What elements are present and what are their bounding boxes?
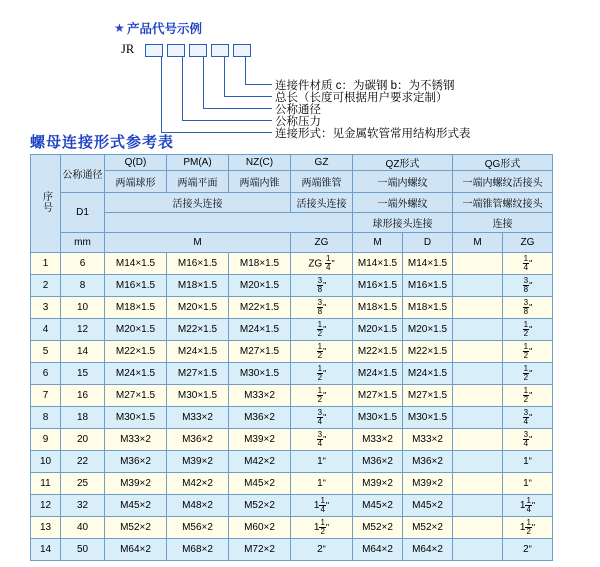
table-header-row-join bbox=[31, 193, 553, 213]
cell-qz-m: M27×1.5 bbox=[353, 385, 403, 407]
table-title: 螺母连接形式参考表 bbox=[30, 134, 175, 151]
cell-index: 5 bbox=[31, 341, 61, 363]
cell-q: M27×1.5 bbox=[105, 385, 167, 407]
header-index: 序号 bbox=[31, 155, 61, 253]
header-sym-qg-zg: ZG bbox=[503, 233, 553, 253]
cell-qg-zg: $\frac{3}{4}$ " bbox=[503, 429, 553, 451]
cell-index: 7 bbox=[31, 385, 61, 407]
cell-dn: 50 bbox=[61, 539, 105, 561]
cell-qz-m: M52×2 bbox=[353, 517, 403, 539]
cell-index: 8 bbox=[31, 407, 61, 429]
cell-pm: M22×1.5 bbox=[167, 319, 229, 341]
cell-gz: $\frac{1}{2}$ " bbox=[291, 363, 353, 385]
cell-qz-d: M30×1.5 bbox=[403, 407, 453, 429]
header-join-activejoint: 活接头连接 bbox=[105, 193, 291, 213]
cell-dn: 22 bbox=[61, 451, 105, 473]
cell-gz: $\frac{3}{4}$ " bbox=[291, 407, 353, 429]
header-sym-m: M bbox=[105, 233, 291, 253]
cell-q: M18×1.5 bbox=[105, 297, 167, 319]
cell-qz-d: M36×2 bbox=[403, 451, 453, 473]
cell-index: 1 bbox=[31, 253, 61, 275]
cell-index: 3 bbox=[31, 297, 61, 319]
cell-qg-m bbox=[453, 385, 503, 407]
cell-qg-zg: 1 $\frac{1}{4}$ " bbox=[503, 495, 553, 517]
cell-q: M14×1.5 bbox=[105, 253, 167, 275]
header-sym-qz-m: M bbox=[353, 233, 403, 253]
cell-qg-m bbox=[453, 429, 503, 451]
table-header-row-join2 bbox=[31, 213, 553, 233]
leader-line-3 bbox=[203, 56, 204, 108]
cell-index: 13 bbox=[31, 517, 61, 539]
cell-gz: 1" bbox=[291, 473, 353, 495]
header-group-type-pm: 两端平面 bbox=[167, 171, 229, 193]
cell-qz-m: M14×1.5 bbox=[353, 253, 403, 275]
cell-gz: 2" bbox=[291, 539, 353, 561]
leader-line-2 bbox=[224, 56, 225, 96]
cell-nz: M60×2 bbox=[229, 517, 291, 539]
cell-qg-m bbox=[453, 495, 503, 517]
cell-gz: $\frac{1}{2}$ " bbox=[291, 341, 353, 363]
cell-qz-d: M20×1.5 bbox=[403, 319, 453, 341]
header-group-code-qg: QG形式 bbox=[453, 155, 553, 171]
cell-pm: M27×1.5 bbox=[167, 363, 229, 385]
cell-qz-d: M33×2 bbox=[403, 429, 453, 451]
table-header-row-units bbox=[31, 233, 553, 253]
cell-qz-d: M39×2 bbox=[403, 473, 453, 495]
table-header-row-codes bbox=[31, 155, 553, 171]
header-group-code-gz: GZ bbox=[291, 155, 353, 171]
cell-index: 10 bbox=[31, 451, 61, 473]
cell-qz-m: M22×1.5 bbox=[353, 341, 403, 363]
cell-qz-d: M64×2 bbox=[403, 539, 453, 561]
cell-qg-zg: 1 $\frac{1}{2}$ " bbox=[503, 517, 553, 539]
diagram-label-conn-type: 连接形式：见金属软管常用结构形式表 bbox=[275, 128, 471, 140]
header-group-code-pm: PM(A) bbox=[167, 155, 229, 171]
header-group-type-qz: 一端内螺纹 bbox=[353, 171, 453, 193]
cell-dn: 20 bbox=[61, 429, 105, 451]
cell-qz-d: M52×2 bbox=[403, 517, 453, 539]
cell-pm: M39×2 bbox=[167, 451, 229, 473]
leader-line-1 bbox=[245, 56, 246, 84]
cell-qg-m bbox=[453, 539, 503, 561]
cell-gz: 1 $\frac{1}{2}$ " bbox=[291, 517, 353, 539]
cell-pm: M42×2 bbox=[167, 473, 229, 495]
table-row bbox=[31, 517, 553, 539]
product-code-diagram bbox=[0, 0, 600, 140]
cell-qz-d: M27×1.5 bbox=[403, 385, 453, 407]
cell-nz: M39×2 bbox=[229, 429, 291, 451]
leader-line-4 bbox=[182, 56, 183, 120]
cell-q: M64×2 bbox=[105, 539, 167, 561]
header-blank-join bbox=[105, 213, 353, 233]
leader-run-2 bbox=[224, 96, 272, 97]
header-group-type-qg: 一端内螺纹活接头 bbox=[453, 171, 553, 193]
table-row bbox=[31, 297, 553, 319]
cell-qg-m bbox=[453, 517, 503, 539]
cell-pm: M48×2 bbox=[167, 495, 229, 517]
cell-dn: 32 bbox=[61, 495, 105, 517]
cell-qg-m bbox=[453, 341, 503, 363]
table-row bbox=[31, 451, 553, 473]
cell-pm: M56×2 bbox=[167, 517, 229, 539]
leader-run-5 bbox=[161, 132, 272, 133]
cell-qz-m: M30×1.5 bbox=[353, 407, 403, 429]
header-unit-mm: mm bbox=[61, 233, 105, 253]
cell-dn: 6 bbox=[61, 253, 105, 275]
cell-pm: M18×1.5 bbox=[167, 275, 229, 297]
leader-line-5 bbox=[161, 56, 162, 132]
table-row bbox=[31, 429, 553, 451]
header-sym-qz-d: D bbox=[403, 233, 453, 253]
cell-qz-m: M16×1.5 bbox=[353, 275, 403, 297]
cell-qg-zg: $\frac{3}{4}$ " bbox=[503, 407, 553, 429]
cell-q: M20×1.5 bbox=[105, 319, 167, 341]
cell-q: M22×1.5 bbox=[105, 341, 167, 363]
diagram-label-material: 连接件材质 c：为碳钢 b：为不锈钢 bbox=[275, 80, 455, 92]
table-row bbox=[31, 407, 553, 429]
nut-connection-table bbox=[30, 154, 553, 561]
header-sym-zg-gz: ZG bbox=[291, 233, 353, 253]
cell-qg-zg: $\frac{1}{2}$ " bbox=[503, 341, 553, 363]
cell-index: 14 bbox=[31, 539, 61, 561]
table-row bbox=[31, 363, 553, 385]
cell-index: 4 bbox=[31, 319, 61, 341]
cell-qg-m bbox=[453, 363, 503, 385]
cell-pm: M30×1.5 bbox=[167, 385, 229, 407]
cell-nz: M18×1.5 bbox=[229, 253, 291, 275]
header-group-code-nz: NZ(C) bbox=[229, 155, 291, 171]
header-group-type-gz: 两端锥管 bbox=[291, 171, 353, 193]
cell-nz: M52×2 bbox=[229, 495, 291, 517]
cell-qz-m: M20×1.5 bbox=[353, 319, 403, 341]
cell-qg-m bbox=[453, 297, 503, 319]
cell-nz: M20×1.5 bbox=[229, 275, 291, 297]
cell-dn: 15 bbox=[61, 363, 105, 385]
header-dn: 公称通径 bbox=[61, 155, 105, 193]
cell-q: M45×2 bbox=[105, 495, 167, 517]
cell-qz-m: M24×1.5 bbox=[353, 363, 403, 385]
cell-qz-m: M36×2 bbox=[353, 451, 403, 473]
cell-dn: 16 bbox=[61, 385, 105, 407]
cell-gz: ZG $\frac{1}{4}$ " bbox=[291, 253, 353, 275]
header-d1: D1 bbox=[61, 193, 105, 233]
table-row bbox=[31, 253, 553, 275]
cell-qg-m bbox=[453, 319, 503, 341]
cell-qg-zg: $\frac{3}{8}$ " bbox=[503, 275, 553, 297]
cell-gz: $\frac{3}{8}$ " bbox=[291, 275, 353, 297]
cell-qz-d: M22×1.5 bbox=[403, 341, 453, 363]
header-group-code-q: Q(D) bbox=[105, 155, 167, 171]
cell-qg-m bbox=[453, 275, 503, 297]
cell-dn: 14 bbox=[61, 341, 105, 363]
header-group-type2-qg: 一端锥管螺纹接头 bbox=[453, 193, 553, 213]
cell-nz: M22×1.5 bbox=[229, 297, 291, 319]
cell-q: M16×1.5 bbox=[105, 275, 167, 297]
cell-qg-zg: 2" bbox=[503, 539, 553, 561]
cell-pm: M33×2 bbox=[167, 407, 229, 429]
cell-gz: $\frac{1}{2}$ " bbox=[291, 319, 353, 341]
cell-nz: M36×2 bbox=[229, 407, 291, 429]
cell-qg-zg: $\frac{1}{2}$ " bbox=[503, 385, 553, 407]
cell-qz-d: M24×1.5 bbox=[403, 363, 453, 385]
header-sym-qg-m: M bbox=[453, 233, 503, 253]
cell-gz: 1" bbox=[291, 451, 353, 473]
leader-run-4 bbox=[182, 120, 272, 121]
table-body bbox=[31, 253, 553, 561]
header-group-type2-qz: 一端外螺纹 bbox=[353, 193, 453, 213]
code-box-3 bbox=[189, 44, 207, 57]
header-group-type-nz: 两端内锥 bbox=[229, 171, 291, 193]
cell-dn: 40 bbox=[61, 517, 105, 539]
cell-qg-m bbox=[453, 473, 503, 495]
cell-gz: $\frac{3}{4}$ " bbox=[291, 429, 353, 451]
cell-index: 9 bbox=[31, 429, 61, 451]
table-row bbox=[31, 495, 553, 517]
cell-nz: M45×2 bbox=[229, 473, 291, 495]
table-header-row-type bbox=[31, 171, 553, 193]
cell-dn: 12 bbox=[61, 319, 105, 341]
cell-qg-zg: $\frac{1}{2}$ " bbox=[503, 363, 553, 385]
table-row bbox=[31, 341, 553, 363]
cell-q: M36×2 bbox=[105, 451, 167, 473]
cell-q: M33×2 bbox=[105, 429, 167, 451]
cell-index: 12 bbox=[31, 495, 61, 517]
table-row bbox=[31, 539, 553, 561]
cell-nz: M24×1.5 bbox=[229, 319, 291, 341]
cell-dn: 10 bbox=[61, 297, 105, 319]
cell-qz-d: M16×1.5 bbox=[403, 275, 453, 297]
table-row bbox=[31, 385, 553, 407]
cell-nz: M42×2 bbox=[229, 451, 291, 473]
cell-q: M52×2 bbox=[105, 517, 167, 539]
cell-gz: $\frac{1}{2}$ " bbox=[291, 385, 353, 407]
cell-qg-zg: 1" bbox=[503, 473, 553, 495]
code-box-4 bbox=[211, 44, 229, 57]
cell-q: M24×1.5 bbox=[105, 363, 167, 385]
cell-qz-d: M18×1.5 bbox=[403, 297, 453, 319]
leader-run-1 bbox=[245, 84, 272, 85]
cell-qz-d: M14×1.5 bbox=[403, 253, 453, 275]
cell-qz-m: M18×1.5 bbox=[353, 297, 403, 319]
header-join-qg: 连接 bbox=[453, 213, 553, 233]
header-join-qz: 球形接头连接 bbox=[353, 213, 453, 233]
cell-index: 11 bbox=[31, 473, 61, 495]
cell-pm: M24×1.5 bbox=[167, 341, 229, 363]
cell-qz-m: M33×2 bbox=[353, 429, 403, 451]
cell-dn: 18 bbox=[61, 407, 105, 429]
diagram-title: 产品代号示例 bbox=[127, 22, 203, 36]
cell-qg-zg: 1" bbox=[503, 451, 553, 473]
diagram-label-dn: 公称通径 bbox=[275, 104, 321, 116]
cell-pm: M16×1.5 bbox=[167, 253, 229, 275]
code-box-5 bbox=[233, 44, 251, 57]
cell-dn: 8 bbox=[61, 275, 105, 297]
cell-dn: 25 bbox=[61, 473, 105, 495]
cell-pm: M36×2 bbox=[167, 429, 229, 451]
cell-qg-zg: $\frac{3}{8}$ " bbox=[503, 297, 553, 319]
cell-q: M30×1.5 bbox=[105, 407, 167, 429]
cell-pm: M68×2 bbox=[167, 539, 229, 561]
code-prefix: JR bbox=[121, 42, 135, 56]
table-row bbox=[31, 275, 553, 297]
cell-qz-m: M45×2 bbox=[353, 495, 403, 517]
header-group-type-q: 两端球形 bbox=[105, 171, 167, 193]
cell-qz-m: M64×2 bbox=[353, 539, 403, 561]
star-icon: ★ bbox=[114, 21, 125, 35]
cell-qg-zg: $\frac{1}{2}$ " bbox=[503, 319, 553, 341]
cell-gz: 1 $\frac{1}{4}$ " bbox=[291, 495, 353, 517]
table-row bbox=[31, 319, 553, 341]
cell-index: 2 bbox=[31, 275, 61, 297]
cell-qz-d: M45×2 bbox=[403, 495, 453, 517]
cell-nz: M72×2 bbox=[229, 539, 291, 561]
cell-qg-m bbox=[453, 451, 503, 473]
cell-qg-zg: $\frac{1}{4}$ " bbox=[503, 253, 553, 275]
header-group-code-qz: QZ形式 bbox=[353, 155, 453, 171]
diagram-label-length: 总长（长度可根据用户要求定制） bbox=[275, 92, 448, 104]
cell-nz: M27×1.5 bbox=[229, 341, 291, 363]
leader-run-3 bbox=[203, 108, 272, 109]
cell-qg-m bbox=[453, 253, 503, 275]
cell-index: 6 bbox=[31, 363, 61, 385]
header-join-gz: 活接头连接 bbox=[291, 193, 353, 213]
cell-qz-m: M39×2 bbox=[353, 473, 403, 495]
cell-gz: $\frac{3}{8}$ " bbox=[291, 297, 353, 319]
cell-pm: M20×1.5 bbox=[167, 297, 229, 319]
cell-q: M39×2 bbox=[105, 473, 167, 495]
cell-nz: M33×2 bbox=[229, 385, 291, 407]
diagram-label-pressure: 公称压力 bbox=[275, 116, 321, 128]
cell-qg-m bbox=[453, 407, 503, 429]
table-row bbox=[31, 473, 553, 495]
cell-nz: M30×1.5 bbox=[229, 363, 291, 385]
